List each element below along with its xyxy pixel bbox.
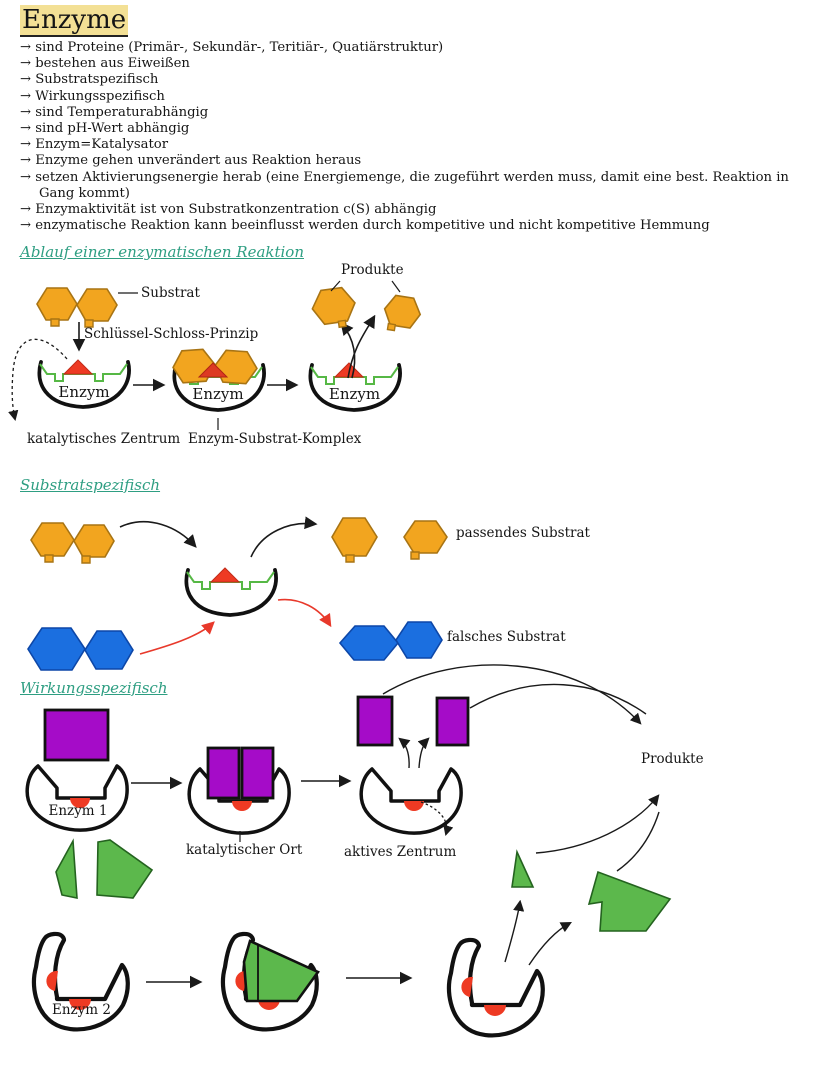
- binding-tab: [45, 555, 53, 562]
- product-hexagon: [310, 286, 358, 331]
- section-heading-wirkungsspezifisch: Wirkungsspezifisch: [20, 679, 168, 697]
- substrat-label: Substrat: [141, 285, 200, 301]
- produkte-label-ablauf: Produkte: [341, 262, 404, 278]
- binding-tab: [387, 324, 395, 331]
- enzym-1-label: Enzym 1: [48, 803, 108, 819]
- falsch-out-arrow: [278, 600, 330, 625]
- product-hexagon: [382, 294, 423, 334]
- substrate-hexagon: [31, 523, 74, 562]
- to-produkte-curve: [383, 665, 640, 723]
- section-heading-substratspezifisch: Substratspezifisch: [20, 476, 161, 494]
- bullet-item: → sind Proteine (Primär-, Sekundär-, Teritiär-, Quatiärstruktur): [20, 39, 444, 55]
- bullet-item: → bestehen aus Eiweißen: [20, 56, 190, 72]
- release-arrow: [529, 923, 570, 965]
- enzyme-2-cup-releasing: [449, 940, 543, 1035]
- split-arrow-left: [400, 739, 409, 768]
- substratspezifisch-diagram: [28, 518, 447, 670]
- to-produkte-curve: [470, 684, 646, 714]
- split-arrow-right: [419, 739, 428, 768]
- bullet-item: → Substratspezifisch: [20, 72, 159, 88]
- katalytisches-zentrum-label: katalytisches Zentrum: [27, 431, 181, 447]
- bullet-item: → Enzym=Katalysator: [20, 137, 169, 153]
- green-product-shape: [589, 872, 670, 931]
- bullet-item: → sind Temperaturabhängig: [20, 104, 209, 120]
- bullet-item: → sind pH-Wert abhängig: [20, 120, 190, 136]
- green-substrate-shape: [56, 841, 77, 898]
- bullet-item: → Wirkungsspezifisch: [20, 88, 165, 104]
- wrong-substrate-hexagon: [85, 631, 133, 669]
- enzyme-1-cup: [27, 766, 127, 830]
- product-hexagon: [332, 518, 377, 562]
- green-substrate-shape: [97, 840, 152, 898]
- section-heading-ablauf: Ablauf einer enzymatischen Reaktion: [20, 243, 304, 261]
- green-to-produkte-curve: [536, 796, 658, 853]
- enzym-label-2: Enzym: [192, 385, 244, 403]
- bullet-item: → setzen Aktivierungsenergie herab (eine Energiemenge, die zugeführt werden muss, damit eine best. Reaktion in Gang kommt): [20, 169, 789, 201]
- wrong-substrate-hexagon: [396, 622, 442, 658]
- bullet-item: → Enzymaktivität ist von Substratkonzentration c(S) abhängig: [20, 201, 437, 217]
- substrate-hexagon: [37, 288, 77, 326]
- purple-product-rect: [358, 697, 392, 745]
- falsch-in-arrow: [140, 623, 213, 654]
- page-title-highlight: Enzyme: [22, 5, 127, 35]
- binding-tab: [51, 319, 59, 326]
- substrate-hexagon: [77, 289, 117, 327]
- purple-substrate-rect: [242, 748, 273, 798]
- notes-header: [20, 6, 818, 234]
- binding-tab: [82, 556, 90, 563]
- product-hexagon: [404, 521, 447, 559]
- bullet-item: → Enzyme gehen unverändert aus Reaktion heraus: [20, 153, 362, 169]
- falsches-substrat-label: falsches Substrat: [447, 629, 566, 645]
- release-arrow: [505, 902, 520, 962]
- passendes-substrat-label: passendes Substrat: [456, 525, 590, 541]
- enzyme-cup-releasing: [361, 769, 461, 833]
- purple-substrate-rect: [208, 748, 239, 798]
- enzyme-cup: [186, 568, 276, 615]
- schluessel-schloss-label: Schlüssel-Schloss-Prinzip: [84, 326, 259, 342]
- enzym-label-1: Enzym: [58, 383, 110, 401]
- purple-substrate-rect: [45, 710, 108, 760]
- page-title: [20, 6, 818, 36]
- enzym-label-3: Enzym: [328, 385, 381, 403]
- binding-tab: [411, 552, 419, 559]
- ablauf-diagram: [12, 281, 422, 430]
- bullet-item: → enzymatische Reaktion kann beeinflusst werden durch kompetitive und nicht kompetitive Hemmung: [20, 218, 710, 234]
- binding-tab: [346, 555, 354, 562]
- wirkungsspezifisch-diagram: [27, 665, 670, 931]
- to-enzyme-arrow: [120, 522, 195, 546]
- green-product-shape: [512, 852, 533, 887]
- green-to-produkte-curve: [617, 812, 659, 871]
- enzym-2-label: Enzym 2: [52, 1002, 111, 1018]
- produkte-label-wirkung: Produkte: [641, 751, 704, 767]
- enzym-substrat-komplex-label: Enzym-Substrat-Komplex: [188, 431, 362, 447]
- katalytischer-ort-label: katalytischer Ort: [186, 842, 303, 858]
- binding-tab: [338, 320, 346, 327]
- aktives-zentrum-label: aktives Zentrum: [344, 844, 457, 860]
- wrong-substrate-hexagon: [28, 628, 85, 670]
- wrong-substrate-hexagon: [340, 626, 398, 660]
- bullet-list: [20, 40, 818, 234]
- produkte-callout-line: [392, 281, 400, 292]
- substrate-hexagon: [74, 525, 114, 563]
- passend-arrow: [251, 524, 315, 557]
- purple-product-rect: [437, 698, 468, 745]
